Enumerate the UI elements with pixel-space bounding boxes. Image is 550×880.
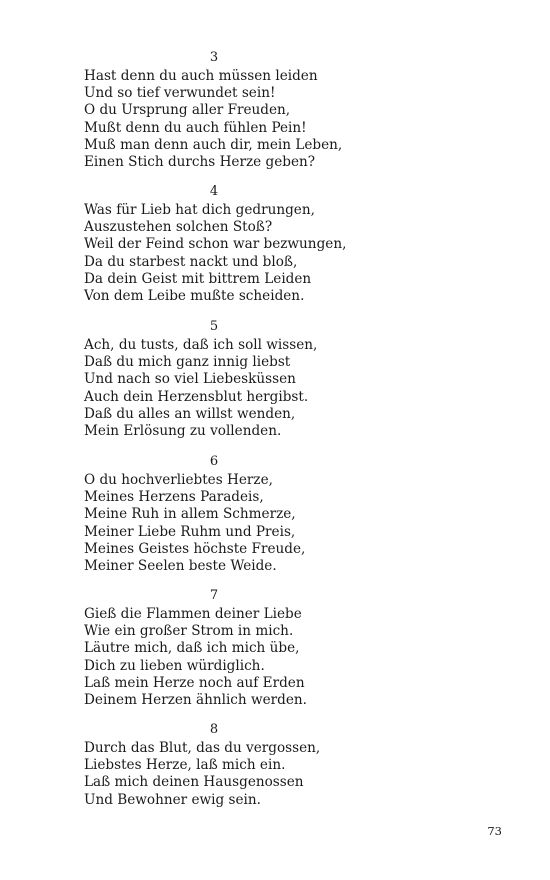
verse-line: Was für Lieb hat dich gedrungen, bbox=[84, 202, 315, 218]
verse-line: Wie ein großer Strom in mich. bbox=[84, 623, 294, 640]
stanza-number: 7 bbox=[209, 588, 219, 603]
page-number: 73 bbox=[487, 824, 502, 838]
stanza-7 bbox=[84, 588, 344, 709]
verse-line: Durch das Blut, das du vergossen, bbox=[84, 740, 321, 756]
verse-line: Laß mich deinen Hausgenossen bbox=[84, 774, 304, 791]
stanza-number: 5 bbox=[209, 319, 219, 334]
stanza-number: 3 bbox=[209, 50, 219, 65]
verse-line: Deinem Herzen ähnlich werden. bbox=[84, 692, 307, 709]
verse-line: Und so tief verwundet sein! bbox=[84, 85, 276, 102]
verse-line: Muß man denn auch dir, mein Leben, bbox=[84, 136, 343, 153]
stanza-number: 4 bbox=[209, 184, 219, 199]
verse-line: Dich zu lieben würdiglich. bbox=[84, 657, 265, 674]
verse-line: Meines Herzens Paradeis, bbox=[84, 489, 264, 506]
stanza-number: 6 bbox=[209, 454, 219, 469]
verse-line: Liebstes Herze, laß mich ein. bbox=[84, 757, 286, 774]
verse-line: Und nach so viel Liebesküssen bbox=[84, 371, 296, 388]
verse-line: Auszustehen solchen Stoß? bbox=[84, 219, 273, 236]
verse-line: Laß mein Herze noch auf Erden bbox=[84, 674, 305, 691]
stanza-5 bbox=[84, 319, 344, 440]
verse-line: Meiner Liebe Ruhm und Preis, bbox=[84, 523, 296, 540]
verse-line: Daß du alles an willst wenden, bbox=[84, 405, 296, 422]
verse-line: Meiner Seelen beste Weide. bbox=[84, 558, 277, 575]
verse-line: Gieß die Flammen deiner Liebe bbox=[84, 606, 302, 622]
verse-line: Da dein Geist mit bittrem Leiden bbox=[84, 270, 312, 287]
verse-line: Auch dein Herzensblut hergibst. bbox=[84, 388, 309, 405]
verse-line: Läutre mich, daß ich mich übe, bbox=[84, 640, 300, 657]
verse-line: Von dem Leibe mußte scheiden. bbox=[84, 288, 305, 305]
verse-line: Ach, du tusts, daß ich soll wissen, bbox=[84, 337, 318, 353]
stanza-4 bbox=[84, 184, 347, 305]
verse-line: Hast denn du auch müssen leiden bbox=[84, 68, 318, 84]
verse-line: O du hochverliebtes Herze, bbox=[84, 472, 273, 488]
verse-line: Weil der Feind schon war bezwungen, bbox=[84, 236, 347, 253]
stanza-3 bbox=[84, 50, 344, 171]
verse-line: Meine Ruh in allem Schmerze, bbox=[84, 506, 296, 523]
verse-line: Daß du mich ganz innig liebst bbox=[84, 354, 291, 371]
verse-line: Und Bewohner ewig sein. bbox=[84, 791, 261, 808]
stanza-6 bbox=[84, 454, 344, 575]
verse-line: Einen Stich durchs Herze geben? bbox=[84, 154, 316, 171]
verse-line: Meines Geistes höchste Freude, bbox=[84, 540, 306, 557]
verse-line: Mußt denn du auch fühlen Pein! bbox=[84, 119, 307, 136]
stanza-8 bbox=[84, 722, 344, 809]
stanza-number: 8 bbox=[209, 722, 219, 737]
verse-line: O du Ursprung aller Freuden, bbox=[84, 102, 291, 119]
verse-line: Mein Erlösung zu vollenden. bbox=[84, 423, 282, 440]
verse-line: Da du starbest nackt und bloß, bbox=[84, 253, 298, 270]
